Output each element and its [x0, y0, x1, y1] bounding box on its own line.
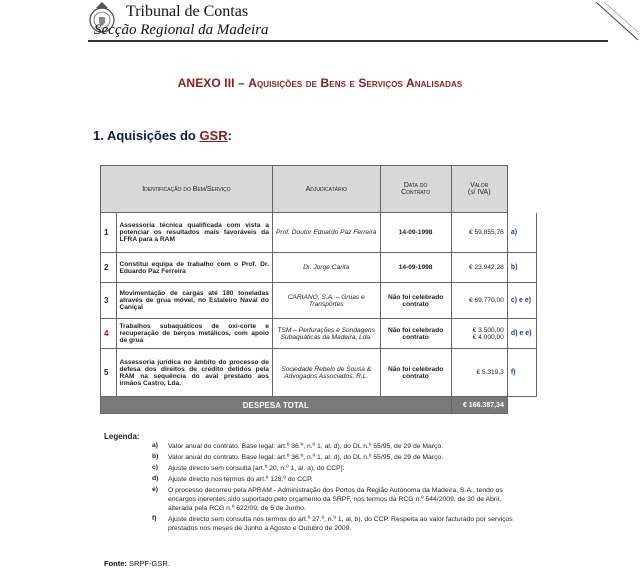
row-note-mark: c) e e)	[507, 283, 536, 319]
row-note-mark: d) e e)	[507, 319, 536, 349]
row-number: 3	[101, 283, 117, 319]
row-contractor: Dr. Jorge Carita	[272, 253, 380, 283]
subtitle-highlight: GSR	[199, 128, 228, 143]
subtitle-suffix: :	[227, 128, 232, 143]
row-description: Movimentação de cargas até 180 toneladas através de grua móvel, no Estaleiro Naval do Caniçal	[116, 283, 272, 319]
row-number: 5	[101, 349, 117, 397]
header-identification: Identificação do Bem/Serviço	[101, 166, 273, 213]
legend-list	[152, 442, 522, 535]
row-description: Assessoria técnica qualificada com vista a potenciar os resultados mais favoráveis da LFRA para a RAM	[116, 213, 272, 253]
row-description: Trabalhos subaquáticos de oxi-corte e recuperação de berços metálicos, com apoio de grua	[116, 319, 272, 349]
row-value: € 69.770,00	[451, 283, 507, 319]
page-corner-fold	[590, 0, 640, 44]
row-date: 14-09-1998	[380, 213, 451, 253]
legend-item: d) Ajuste directo nos termos do art.º 128.º do CCP.	[152, 475, 313, 483]
legend-item: e) O processo decorreu pela APRAM - Administração dos Portos da Região Autónoma da Madeira, S.A., tendo os encargos inerentes sido suportado pelo orçamento da SRPF, nos termos da RCG n.º 544/2009, de 30 de Abril, alterada pela RCG n.º 622/09, de 5 de Junho.	[152, 486, 503, 512]
header-contractor: Adjudicatário	[272, 166, 380, 213]
row-contractor: Prof. Doutor Eduardo Paz Ferreira	[272, 213, 380, 253]
row-value: € 23.942,28	[451, 253, 507, 283]
legend-item: f) Ajuste directo sem consulta nos termos do art.º 27.º, n.º 1, al. b), do CCP. Respeita ao valor facturado por serviços prestados nos meses de Junho a Agosto e Outubro de 2009.	[152, 515, 513, 532]
row-date: Não foi celebrado contrato	[380, 349, 451, 397]
row-date: Não foi celebrado contrato	[380, 283, 451, 319]
table-row	[101, 283, 537, 319]
annex-title	[0, 76, 640, 90]
row-contractor: TSM – Perfurações e Sondagens Subaquáticas da Madeira, Lda.	[272, 319, 380, 349]
row-description: Constitui equipa de trabalho com o Prof. Dr. Eduardo Paz Ferreira	[116, 253, 272, 283]
source-note: Fonte: SRPF-GSR.	[104, 559, 170, 568]
row-number: 2	[101, 253, 117, 283]
annex-prefix: ANEXO III –	[177, 76, 249, 90]
row-value-line1: € 3.500,00	[472, 326, 504, 334]
row-note-mark: a)	[507, 213, 536, 253]
header-value: Valor (s/ IVA)	[451, 166, 507, 213]
row-description: Assessoria jurídica no âmbito do processo de defesa dos direitos de crédito detidos pela RAM na sequência do aval prestado aos irmãos Castro, Lda.	[116, 349, 272, 397]
row-note-mark: f)	[507, 349, 536, 397]
table-row	[101, 319, 537, 349]
row-value: € 5.319,3	[451, 349, 507, 397]
row-number: 4	[101, 319, 117, 349]
institution-name: Tribunal de Contas	[126, 3, 249, 20]
total-value: € 166.387,34	[451, 397, 507, 414]
row-contractor: Sociedade Rebelo de Sousa & Advogados Associados, R.L.	[272, 349, 380, 397]
row-value: € 59.855,76	[451, 213, 507, 253]
row-value	[451, 319, 507, 349]
section-name: Secção Regional da Madeira	[94, 22, 269, 38]
table-row	[101, 349, 537, 397]
header-date: Data do Contrato	[380, 166, 451, 213]
table-header-row	[101, 166, 537, 213]
subtitle-prefix: 1. Aquisições do	[93, 128, 200, 143]
row-note-mark: b)	[507, 253, 536, 283]
row-contractor: CARIANO, S.A. – Gruas e Transportes	[272, 283, 380, 319]
table-row	[101, 253, 537, 283]
legend-title: Legenda:	[104, 432, 140, 441]
legend-item: a) Valor anual do contrato. Base legal: art.º 36.º, n.º 1, al. d), do DL n.º 55/95, de 29 de Março.	[152, 442, 444, 450]
row-value-line2: € 4.000,00	[472, 333, 504, 341]
acquisitions-table	[100, 165, 537, 414]
section-subtitle	[93, 128, 232, 143]
total-row	[101, 397, 537, 414]
legend-item: c) Ajuste directo sem consulta [art.º 20, n.º 1, al. a), do CCP].	[152, 464, 345, 472]
header-divider	[88, 40, 608, 42]
annex-title-text: Aquisições de Bens e Serviços Analisadas	[248, 76, 463, 90]
row-date: Não foi celebrado contrato	[380, 319, 451, 349]
row-number: 1	[101, 213, 117, 253]
table-row	[101, 213, 537, 253]
row-date: 14-09-1998	[380, 253, 451, 283]
legend-item: b) Valor anual do contrato. Base legal: art.º 36.º, n.º 1, al. d), do DL n.º 55/95, de 29 de Março.	[152, 453, 444, 461]
total-label: DESPESA TOTAL	[101, 397, 452, 414]
